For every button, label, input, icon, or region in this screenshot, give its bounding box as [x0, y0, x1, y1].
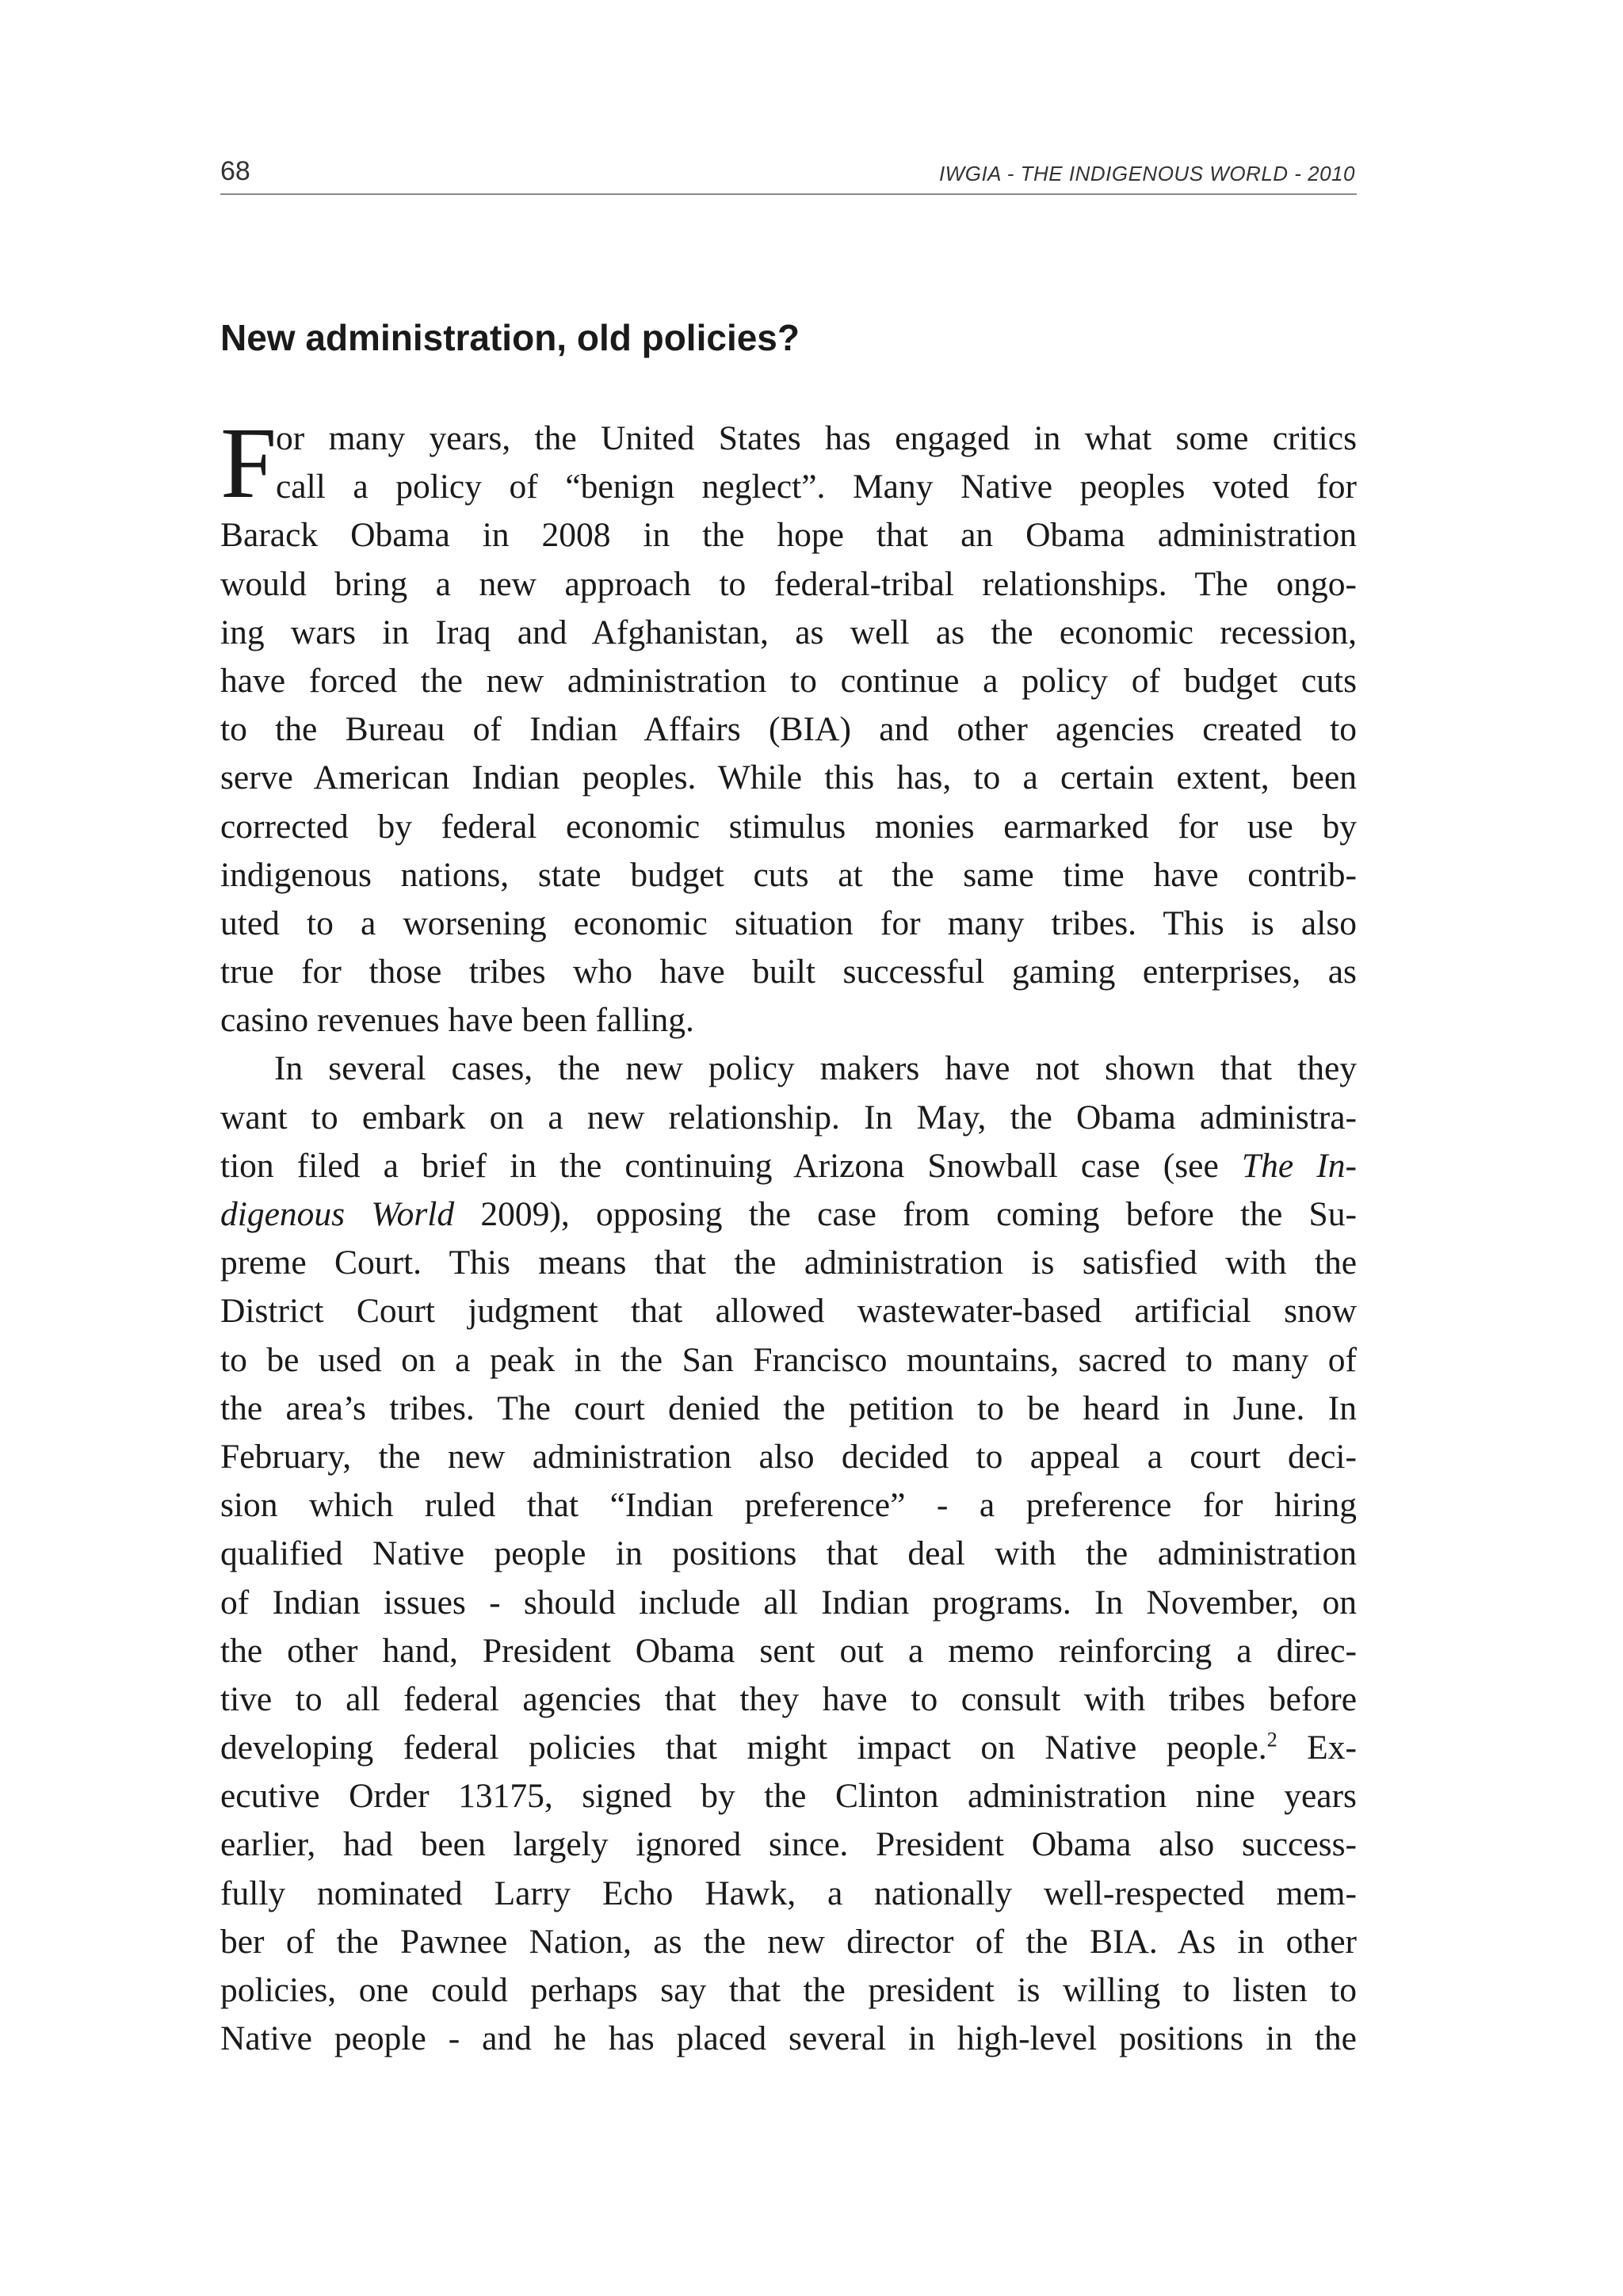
text-line: the other hand, President Obama sent out a memo reinforcing a direc-	[220, 1631, 1357, 1670]
drop-cap: F	[220, 407, 277, 519]
publication-title: IWGIA - THE INDIGENOUS WORLD - 2010	[938, 162, 1355, 185]
text-line: In several cases, the new policy makers have not shown that they	[274, 1049, 1357, 1088]
text-line: ing wars in Iraq and Afghanistan, as well as the economic recession,	[220, 613, 1357, 651]
text-line: Barack Obama in 2008 in the hope that an Obama administration	[220, 516, 1357, 555]
text-line: to the Bureau of Indian Affairs (BIA) and other agencies created to	[220, 710, 1357, 749]
footnote-reference[interactable]: 2	[1266, 1728, 1277, 1752]
text-line: sion which ruled that “Indian preference” - a preference for hiring	[220, 1486, 1357, 1525]
paragraph-2	[220, 1045, 1357, 2063]
text-line: earlier, had been largely ignored since. President Obama also success-	[220, 1825, 1357, 1864]
section-heading: New administration, old policies?	[220, 317, 800, 358]
text-line: of Indian issues - should include all Indian programs. In November, on	[220, 1583, 1357, 1622]
italic-title: The In-	[1241, 1146, 1357, 1185]
text-line: tive to all federal agencies that they have to consult with tribes before	[220, 1679, 1357, 1718]
text-line: fully nominated Larry Echo Hawk, a nationally well-respected mem-	[220, 1874, 1357, 1912]
text-segment: developing federal policies that might impact on Native people.	[220, 1729, 1267, 1767]
text-line: uted to a worsening economic situation for many tribes. This is also	[220, 904, 1357, 942]
text-line: indigenous nations, state budget cuts at the same time have contrib-	[220, 855, 1357, 894]
text-segment: Ex-	[1277, 1729, 1357, 1767]
paragraph-1	[220, 407, 1357, 1045]
body-text	[220, 407, 1357, 2063]
text-line	[220, 1142, 1357, 1190]
text-line: District Court judgment that allowed wastewater-based artificial snow	[220, 1292, 1357, 1331]
dropcap-block	[220, 407, 1357, 519]
text-line: to be used on a peak in the San Francisco mountains, sacred to many of	[220, 1340, 1357, 1379]
text-line	[220, 1724, 1357, 1772]
text-line: true for those tribes who have built successful gaming enterprises, as	[220, 953, 1357, 991]
text-line: ecutive Order 13175, signed by the Clinton administration nine years	[220, 1777, 1357, 1816]
text-line: want to embark on a new relationship. In May, the Obama administra-	[220, 1098, 1357, 1137]
text-line: February, the new administration also decided to appeal a court deci-	[220, 1437, 1357, 1476]
text-line: serve American Indian peoples. While this has, to a certain extent, been	[220, 758, 1357, 797]
text-line: qualified Native people in positions that deal with the administration	[220, 1534, 1357, 1573]
running-header	[220, 155, 1357, 195]
text-line: preme Court. This means that the administration is satisfied with the	[220, 1244, 1357, 1282]
text-line: Native people - and he has placed several in high-level positions in the	[220, 2019, 1357, 2058]
text-line: corrected by federal economic stimulus monies earmarked for use by	[220, 807, 1357, 846]
text-line: policies, one could perhaps say that the president is willing to listen to	[220, 1971, 1357, 2009]
text-line: or many years, the United States has engaged in what some critics	[276, 419, 1357, 457]
text-line	[220, 1190, 1357, 1239]
text-line: the area’s tribes. The court denied the petition to be heard in June. In	[220, 1389, 1357, 1427]
page-number: 68	[220, 156, 250, 186]
text-line: ber of the Pawnee Nation, as the new director of the BIA. As in other	[220, 1922, 1357, 1961]
text-line: would bring a new approach to federal-tribal relationships. The ongo-	[220, 564, 1357, 603]
italic-title: digenous World	[220, 1195, 455, 1233]
text-line: call a policy of “benign neglect”. Many Native peoples voted for	[276, 468, 1357, 506]
text-line: casino revenues have been falling.	[220, 1001, 694, 1040]
text-line: have forced the new administration to continue a policy of budget cuts	[220, 661, 1357, 700]
text-segment: 2009), opposing the case from coming before the Su-	[454, 1195, 1357, 1233]
text-segment: tion filed a brief in the continuing Arizona Snowball case (see	[220, 1146, 1242, 1185]
